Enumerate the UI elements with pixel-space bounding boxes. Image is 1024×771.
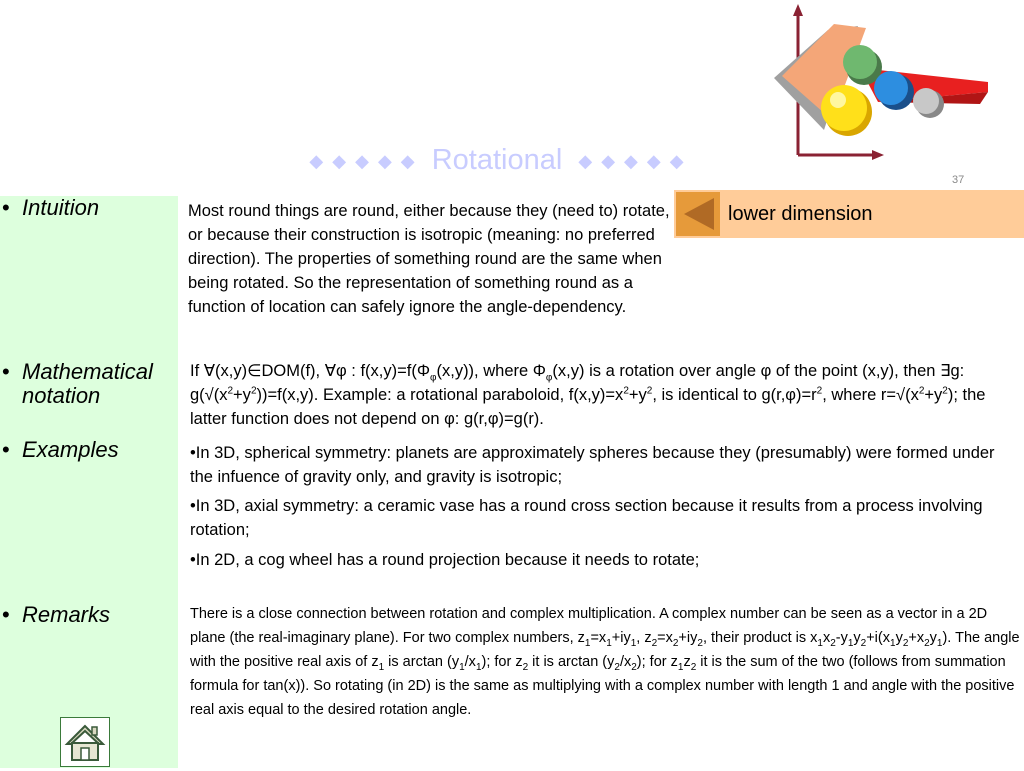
slide-title-bar <box>278 144 724 177</box>
intuition-text: Most round things are round, either because they (need to) rotate, or because their construction is isotropic (meaning: no preferred direction). The properties of something round are the same when being rotated. So the representation of something round as a function of location can safely ignore the angle-dependency. <box>188 202 670 316</box>
label-examples: • Examples <box>2 437 119 462</box>
home-button[interactable] <box>60 717 110 767</box>
title-diamonds-left: ◆◆◆◆◆ <box>309 150 424 171</box>
label-mathematical-notation: • Mathematical notation <box>2 359 153 408</box>
title-diamonds-right: ◆◆◆◆◆ <box>578 150 693 171</box>
label-intuition: • Intuition <box>2 195 100 220</box>
left-triangle-icon <box>676 192 720 236</box>
example-item-3: •In 2D, a cog wheel has a round projection because it needs to rotate; <box>190 551 700 569</box>
slide-title: Rotational <box>431 144 563 176</box>
nav-label[interactable]: lower dimension <box>728 203 873 225</box>
label-remarks: • Remarks <box>2 602 111 627</box>
home-icon <box>61 718 109 766</box>
math-notation-text: If ∀(x,y)∈DOM(f), ∀φ : $f(x,y)=f(\Phi_\varphi(x,y))$, where $\Phi_\varphi(x,y)$ is a rotation over angle φ of the point (x,y), then ∃g: $g(√(x^2+y^2))=f(x,y)$. Example: a rotational paraboloid, $f(x,y)=x^2+y^2$, is identical to $g(r,\varphi)=r^2$, where $r=√(x^2+y^2)$; the latter function does not depend on φ: g(r,φ)=g(r). <box>190 362 986 428</box>
back-arrow-button[interactable] <box>676 192 720 236</box>
example-item-1: •In 3D, spherical symmetry: planets are approximately spheres because they (presumably) were formed under the infuence of gravity only, and gravity is isotropic; <box>190 444 995 486</box>
example-item-2: •In 3D, axial symmetry: a ceramic vase has a round cross section because it results from a process involving rotation; <box>190 497 983 539</box>
slide-number: 37 <box>952 174 965 186</box>
sidebar <box>0 196 178 768</box>
remarks-text: There is a close connection between rotation and complex multiplication. A complex number can be seen as a vector in a 2D plane (the real-imaginary plane). For two complex numbers, $z_1=x_1+iy_1$, $z_2=x_2+iy_2$, their product is $x_1x_2-y_1y_2+i(x_1y_2+x_2y_1)$. The angle with the positive real axis of $z_1$ is $\arctan (y_1/x_1)$; for $z_2$ it is $\arctan (y_2/x_2)$; for $z_1z_2$ it is the sum of the two (follows from summation formula for tan(x)). So rotating (in 2D) is the same as multiplying with a complex number with length 1 and angle with the positive real axis equal to the desired rotation angle. <box>190 606 1020 718</box>
logo-illustration <box>760 0 1000 165</box>
